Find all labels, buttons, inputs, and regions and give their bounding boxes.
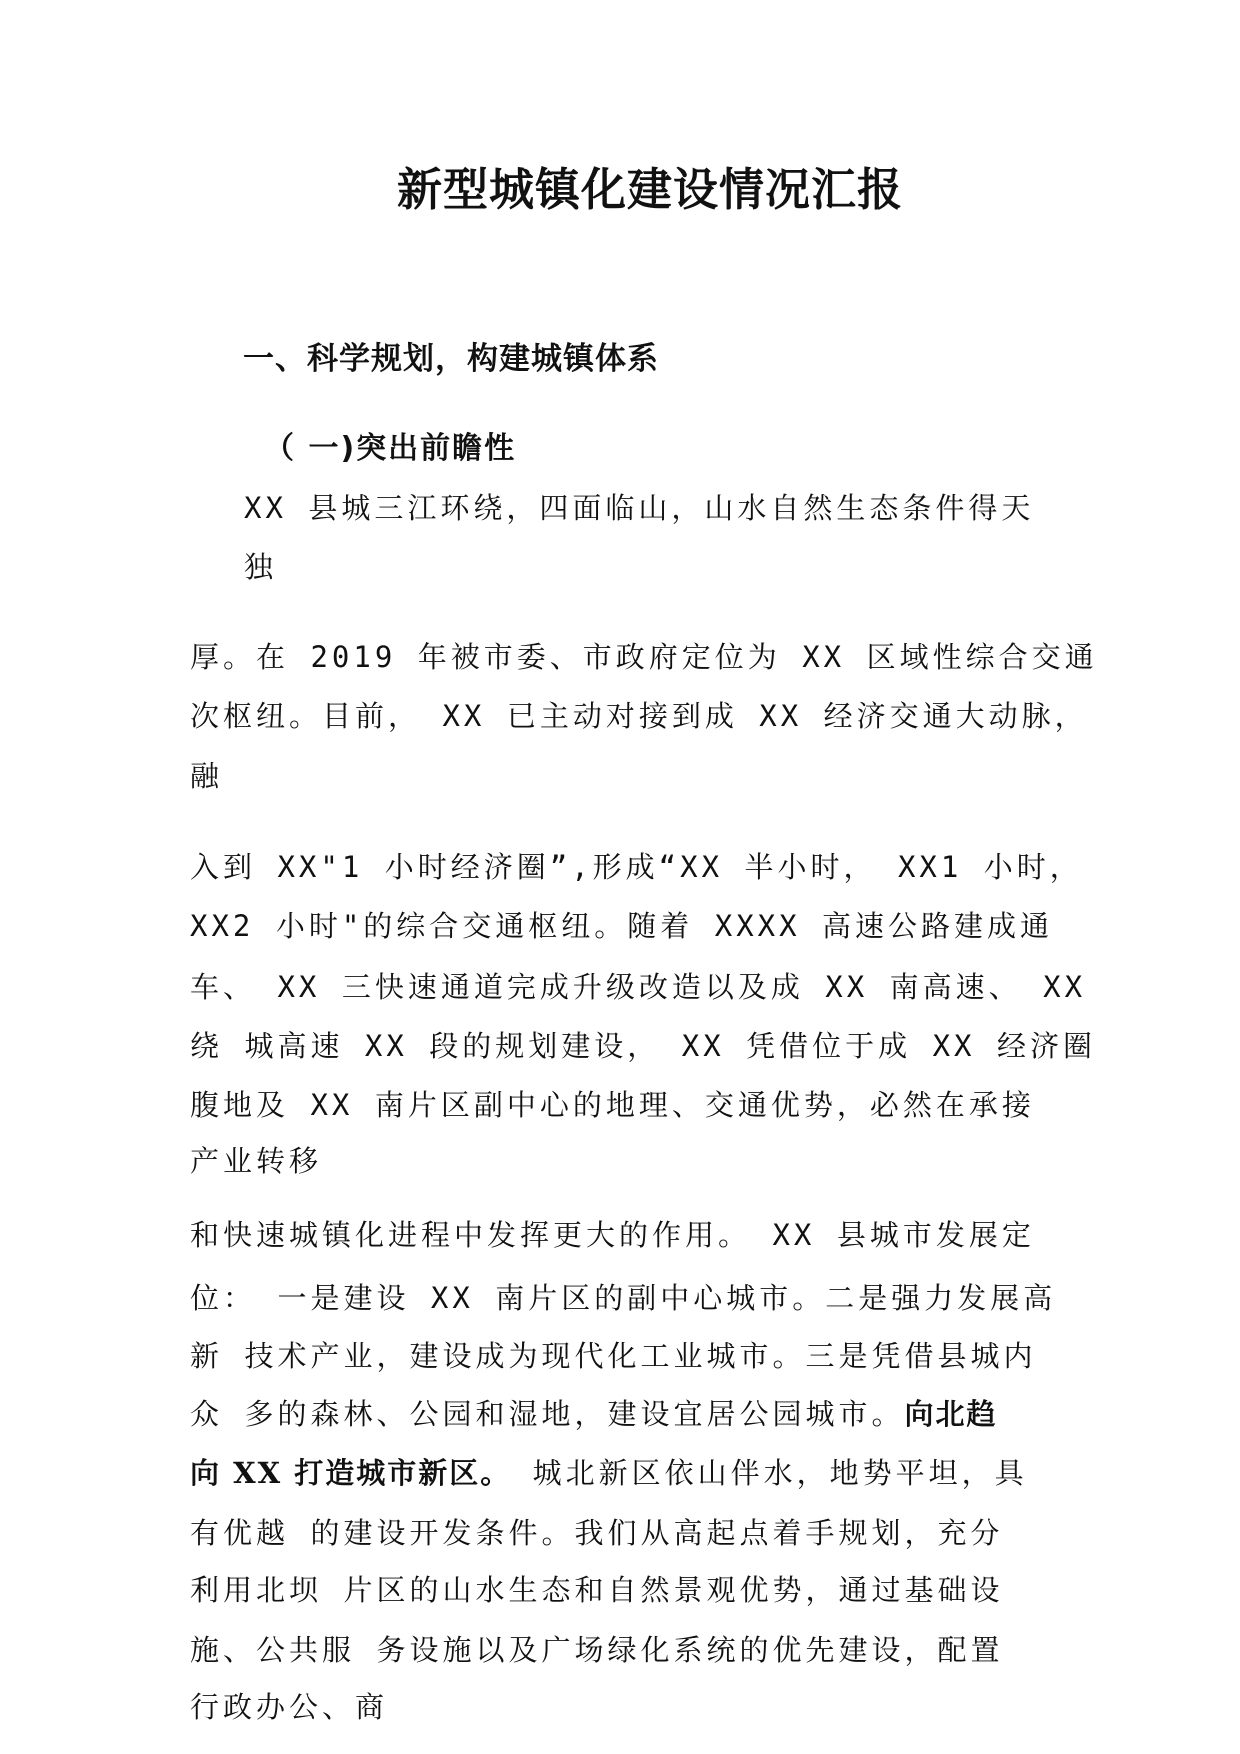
body-line: 位： 一是建设 XX 南片区的副中心城市。二是强力发展高 bbox=[190, 1281, 1057, 1315]
body-line: 车、 XX 三快速通道完成升级改造以及成 XX 南高速、 XX bbox=[190, 970, 1087, 1004]
section-heading: 一、科学规划，构建城镇体系 bbox=[243, 341, 659, 377]
body-line: 施、公共服 务设施以及广场绿化系统的优先建设，配置 bbox=[190, 1633, 1004, 1667]
body-line: 入到 XX"1 小时经济圈”,形成“XX 半小时， XX1 小时， bbox=[190, 850, 1083, 884]
body-line: 独 bbox=[244, 550, 278, 584]
body-line: 产业转移 bbox=[190, 1144, 323, 1178]
body-text: 城北新区依山伴水，地势平坦，具 bbox=[511, 1456, 1028, 1490]
body-line: 行政办公、商 bbox=[190, 1690, 389, 1724]
document-title: 新型城镇化建设情况汇报 bbox=[396, 163, 903, 216]
subsection-heading: （ 一)突出前瞻性 bbox=[264, 431, 517, 466]
body-line: 新 技术产业，建设成为现代化工业城市。三是凭借县城内 bbox=[190, 1339, 1037, 1373]
body-line bbox=[190, 1451, 1028, 1492]
body-line: 绕 城高速 XX 段的规划建设， XX 凭借位于成 XX 经济圈 bbox=[190, 1029, 1096, 1063]
body-line: 和快速城镇化进程中发挥更大的作用。 XX 县城市发展定 bbox=[190, 1218, 1035, 1252]
body-line: 利用北坝 片区的山水生态和自然景观优势，通过基础设 bbox=[190, 1573, 1004, 1607]
body-line: XX2 小时"的综合交通枢纽。随着 XXXX 高速公路建成通 bbox=[190, 909, 1054, 943]
body-line bbox=[190, 1392, 997, 1433]
body-line: 次枢纽。目前， XX 已主动对接到成 XX 经济交通大动脉， bbox=[190, 699, 1088, 733]
bold-phrase: 向 XX 打造城市新区。 bbox=[190, 1456, 512, 1490]
body-text: 众 多的森林、公园和湿地，建设宜居公园城市。 bbox=[190, 1397, 905, 1431]
body-line: 有优越 的建设开发条件。我们从高起点着手规划，充分 bbox=[190, 1516, 1004, 1550]
bold-phrase: 向北趋 bbox=[904, 1397, 998, 1431]
body-line: 融 bbox=[190, 759, 224, 793]
body-line: XX 县城三江环绕，四面临山，山水自然生态条件得天 bbox=[244, 491, 1035, 525]
body-line: 厚。在 2019 年被市委、市政府定位为 XX 区域性综合交通 bbox=[190, 640, 1098, 674]
body-line: 腹地及 XX 南片区副中心的地理、交通优势，必然在承接 bbox=[190, 1088, 1035, 1122]
